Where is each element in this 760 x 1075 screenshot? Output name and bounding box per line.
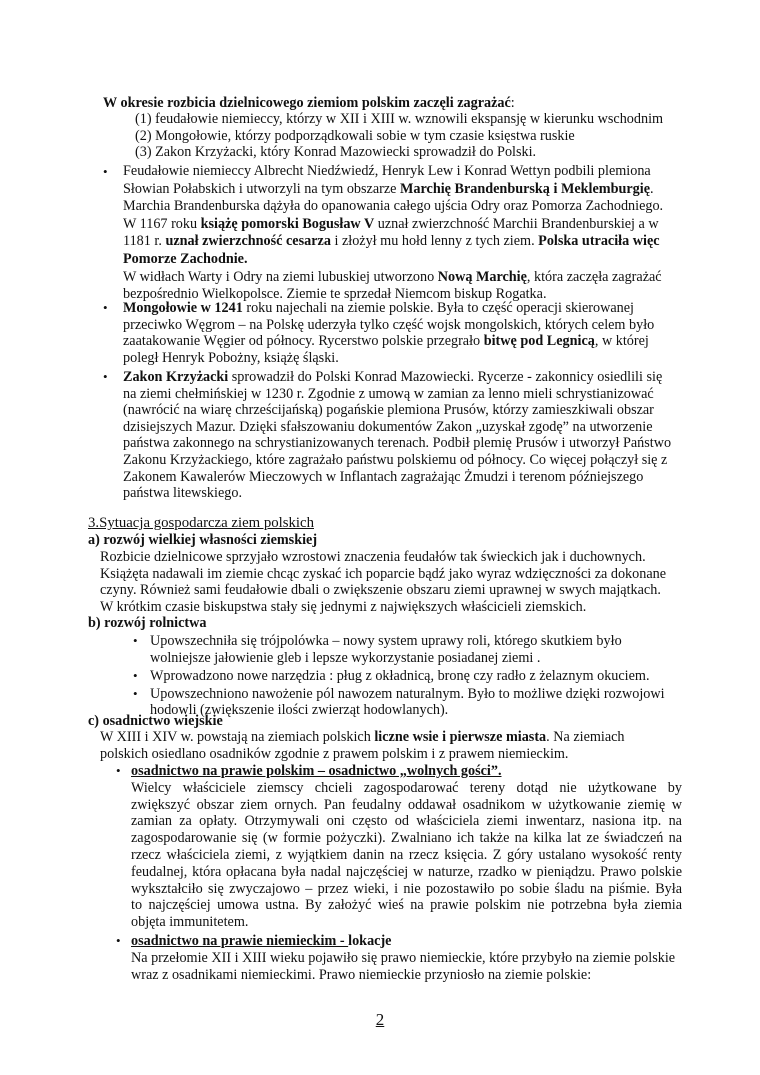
text-line bbox=[131, 797, 682, 814]
text-segment: (3) Zakon Krzyżacki, który Konrad Mazowiecki sprowadził do Polski. bbox=[135, 144, 537, 160]
text-line bbox=[100, 746, 625, 763]
text-line bbox=[123, 386, 683, 403]
text-line bbox=[123, 269, 683, 287]
text-line bbox=[150, 668, 680, 685]
bold-text: W okresie rozbicia dzielnicowego ziemiom polskim zaczęli zagrażać bbox=[103, 95, 511, 111]
bold-text: c) osadnictwo wiejskie bbox=[88, 713, 223, 729]
text-line bbox=[123, 317, 683, 334]
text-line bbox=[150, 702, 680, 719]
text-line bbox=[150, 686, 680, 703]
bullet-zakon bbox=[103, 369, 683, 502]
bold-text: Nową Marchię bbox=[437, 268, 527, 285]
text-segment: Słowian Połabskich i utworzyli na tym obszarze bbox=[123, 180, 400, 197]
text-line bbox=[100, 599, 666, 616]
bullet-german-law bbox=[116, 933, 682, 983]
bullet-heading bbox=[131, 763, 682, 780]
text-segment: , która zaczęła zagrażać bbox=[526, 268, 662, 285]
text-line bbox=[123, 300, 683, 317]
bold-text: osadnictwo na prawie niemieckim - bbox=[131, 933, 349, 949]
text-line bbox=[123, 163, 683, 181]
text-line bbox=[123, 402, 683, 419]
text-segment: to najczęściej umowa ustna. By założyć wieś na prawie polskim nie potrzebna była ziemia bbox=[131, 897, 682, 914]
text-line bbox=[131, 881, 682, 898]
text-segment: (2) Mongołowie, którzy podporządkowali sobie w tym czasie księstwa ruskie bbox=[135, 127, 575, 144]
bullet-icon: • bbox=[103, 300, 108, 315]
bold-text: Marchię Brandenburską i Meklemburgię bbox=[400, 180, 650, 197]
text-segment: W XIII i XIV w. powstają na ziemiach polskich bbox=[100, 729, 375, 745]
text-segment: na ziemi chełmińskiej w 1230 r. Zgodnie z umową w zamian za lenno mieli schrystianizować bbox=[123, 385, 654, 402]
bullet-icon: • bbox=[116, 763, 121, 778]
bullet-feudal bbox=[103, 163, 683, 304]
text-segment: poległ Henryk Pobożny, książę śląski. bbox=[123, 350, 339, 367]
text-line bbox=[135, 144, 663, 161]
bullet-polish-law bbox=[116, 763, 682, 931]
text-segment: przeciwko Węgrom – na Polskę uderzyła tylko część wojsk mongolskich, których celem było bbox=[123, 316, 655, 333]
bullet-mongol bbox=[103, 300, 683, 367]
text-line bbox=[123, 419, 683, 436]
text-segment: polskich osiedlano osadników zgodnie z prawem polskim i z prawem niemieckim. bbox=[100, 745, 569, 762]
text-line bbox=[123, 251, 683, 269]
text-segment: dzisiejszych Mazur. Dzięki sfałszowaniu dokumentów Zakon „uzyskał zgodę” na utworzenie bbox=[123, 418, 653, 435]
text-line bbox=[100, 549, 666, 566]
bullet-icon: • bbox=[103, 369, 108, 384]
text-segment: 3.Sytuacja gospodarcza ziem polskich bbox=[88, 515, 314, 531]
text-line bbox=[123, 469, 683, 486]
text-line bbox=[131, 914, 682, 931]
text-line bbox=[135, 111, 663, 128]
text-line bbox=[131, 897, 682, 914]
text-segment: Zakonem Kawalerów Mieczowych w Inflantach zagrażając Żmudzi i terenom późniejszego bbox=[123, 468, 644, 485]
text-line bbox=[123, 333, 683, 350]
text-line bbox=[131, 780, 682, 797]
bullet-icon: • bbox=[133, 685, 138, 701]
text-segment: Wprowadzono nowe narzędzia : pług z okładnicą, bronę czy radło z żelaznym okuciem. bbox=[150, 667, 650, 684]
text-segment: wykształciło się zwyczajowo – przez wieki, i nie pozostawiło po sobie śladu na piśmie. Była bbox=[131, 880, 682, 897]
text-segment: Zakonu Krzyżackiego, które zagrażało państwu polskiemu od północy. Co więcej połączył się z bbox=[123, 451, 668, 468]
bullets-b bbox=[133, 633, 680, 719]
text-line bbox=[123, 233, 683, 251]
intro-heading bbox=[103, 95, 515, 112]
text-segment: czyny. Również sami feudałowie dbali o zwiększenie obszaru ziemi uprawnej w swych majątkach. bbox=[100, 582, 661, 599]
text-segment: Marchia Brandenburska dążyła do opanowania całego ujścia Odry oraz Pomorza Zachodniego. bbox=[123, 198, 664, 215]
text-line bbox=[88, 615, 206, 632]
bullet-heading bbox=[131, 933, 682, 950]
text-line bbox=[131, 967, 682, 984]
text-segment: Rozbicie dzielnicowe sprzyjało wzrostowi znaczenia feudałów tak świeckich jak i duchownych. bbox=[100, 549, 646, 565]
text-segment: W widłach Warty i Odry na ziemi lubuskiej utworzono bbox=[123, 268, 438, 285]
text-segment: Upowszechniono nawożenie pól nawozem naturalnym. Było to możliwe dzięki rozwojowi bbox=[150, 685, 665, 702]
text-segment: państwa litewskiego. bbox=[123, 485, 242, 502]
text-segment: zagospodarowanie się (w formie pożyczki). Zwalniano ich także na kilka lat ze świadczeń na bbox=[131, 830, 682, 847]
text-segment: W 1167 roku bbox=[123, 215, 201, 232]
text-line bbox=[131, 847, 682, 864]
text-line bbox=[135, 128, 663, 145]
bold-text: osadnictwo na prawie polskim – osadnictwo „wolnych gości”. bbox=[131, 763, 502, 779]
text-segment: , w której bbox=[594, 333, 649, 350]
subheading-c bbox=[88, 713, 223, 730]
text-segment: rzecz właściciela ziemi, z wyjątkiem danin na rzecz księcia. Z góry ustalano wysokość renty bbox=[131, 846, 682, 863]
text-segment: Upowszechniła się trójpolówka – nowy system uprawy roli, którego skutkiem było bbox=[150, 633, 622, 649]
text-segment: (nawrócić na wiarę chrześcijańską) pogańskie plemiona Prusów, którzy zamieszkiwali obszar bbox=[123, 402, 654, 419]
text-segment: : bbox=[510, 95, 515, 111]
paragraph-c bbox=[100, 729, 625, 762]
bold-text: b) rozwój rolnictwa bbox=[88, 615, 207, 631]
bold-text: liczne wsie i pierwsze miasta bbox=[374, 729, 547, 745]
subheading-b bbox=[88, 615, 206, 632]
text-line bbox=[100, 566, 666, 583]
text-segment: wraz z osadnikami niemieckimi. Prawo niemieckie przyniosło na ziemie polskie: bbox=[131, 966, 592, 983]
bold-text: Polska utraciła więc bbox=[538, 233, 660, 250]
text-line bbox=[103, 95, 515, 112]
text-segment: zaatakowanie Węgier od północy. Rycerstwo polskie przegrało bbox=[123, 333, 484, 350]
text-line bbox=[131, 830, 682, 847]
bold-text: Zakon Krzyżacki bbox=[123, 369, 229, 385]
text-segment: W krótkim czasie biskupstwa stały się jednymi z największych właścicieli ziemskich. bbox=[100, 599, 587, 616]
bullet-icon: • bbox=[133, 667, 138, 683]
page-number: 2 bbox=[375, 1010, 385, 1029]
bold-text: Mongołowie w 1241 bbox=[123, 300, 243, 316]
text-segment: . Na ziemiach bbox=[546, 729, 625, 745]
text-line bbox=[100, 582, 666, 599]
text-segment: zwiększyć obszar ziem ornych. Pan feudalny oddawał osadnikom w użytkowanie ziemię w bbox=[131, 796, 682, 813]
text-line bbox=[123, 435, 683, 452]
text-segment: . bbox=[650, 180, 654, 197]
text-line bbox=[150, 633, 680, 650]
bold-text: a) rozwój wielkiej własności ziemskiej bbox=[88, 532, 318, 548]
text-segment: (1) feudałowie niemieccy, którzy w XII i XIII w. wznowili ekspansję w kierunku wschodnim bbox=[135, 111, 664, 127]
text-segment: uznał zwierzchność Marchii Brandenburskiej a w bbox=[374, 215, 659, 232]
text-segment: zamian za opłaty. Otrzymywali oni często od właściciela ziemi inwentarz, nasiona itp. na bbox=[131, 813, 682, 830]
text-segment: wolniejsze jałowienie gleb i lepsze wykorzystanie posiadanej ziemi . bbox=[150, 649, 541, 666]
text-line bbox=[131, 950, 682, 967]
text-segment: Na przełomie XII i XIII wieku pojawiło się prawo niemieckie, które przybyło na ziemie polskie bbox=[131, 949, 676, 966]
bullet-icon: • bbox=[103, 164, 108, 179]
text-line bbox=[123, 452, 683, 469]
threats-list bbox=[135, 111, 663, 161]
bullet-icon: • bbox=[133, 633, 138, 648]
text-segment: 1181 r. bbox=[123, 233, 166, 250]
text-line bbox=[123, 198, 683, 216]
bullet-icon: • bbox=[116, 933, 121, 948]
bold-text: bitwę pod Legnicą bbox=[483, 333, 595, 350]
text-segment: objęta immunitetem. bbox=[131, 914, 249, 931]
text-line bbox=[88, 532, 317, 549]
text-line bbox=[88, 515, 314, 532]
text-line bbox=[131, 813, 682, 830]
text-segment: Książęta nadawali im ziemie chcąc zyskać ich poparcie bądź jako wyraz wdzięczności za dokonane bbox=[100, 565, 667, 582]
text-line bbox=[123, 369, 683, 386]
text-segment: Feudałowie niemieccy Albrecht Niedźwiedź, Henryk Lew i Konrad Wettyn podbili plemiona bbox=[123, 163, 651, 179]
text-segment: Wielcy właściciele ziemscy chcieli zagospodarować tereny dotąd nie użytkowane by bbox=[131, 779, 682, 796]
bold-text: Pomorze Zachodnie. bbox=[123, 250, 248, 267]
text-line bbox=[131, 933, 682, 950]
bold-text: uznał zwierzchność cesarza bbox=[165, 233, 331, 250]
text-segment: sprowadził do Polski Konrad Mazowiecki. Rycerze - zakonnicy osiedlili się bbox=[228, 369, 663, 385]
text-line bbox=[123, 181, 683, 199]
text-segment: i złożył mu hołd lenny z tych ziem. bbox=[330, 233, 539, 250]
subheading-a bbox=[88, 532, 317, 549]
text-segment: feudalnej, która opłacana była nadal najczęściej w naturze, rzadko w pieniądzu. Prawo polskie bbox=[131, 863, 682, 880]
text-line bbox=[150, 650, 680, 667]
text-segment: hodowli (zwiększenie ilości zwierząt hodowlanych). bbox=[150, 702, 449, 719]
text-line bbox=[88, 713, 223, 730]
bold-text: lokacje bbox=[348, 933, 392, 949]
text-segment: państwa zakonnego na schrystianizowanych terenach. Podbił plemię Prusów i utworzył Państwo bbox=[123, 435, 672, 452]
text-line bbox=[123, 485, 683, 502]
bold-text: książę pomorski Bogusław V bbox=[200, 215, 375, 232]
paragraph-a bbox=[100, 549, 666, 616]
text-segment: roku najechali na ziemie polskie. Była to część operacji skierowanej bbox=[242, 300, 634, 316]
text-line bbox=[100, 729, 625, 746]
text-line bbox=[123, 350, 683, 367]
text-line bbox=[131, 763, 682, 780]
text-line bbox=[123, 216, 683, 234]
text-segment: bezpośrednio Wielkopolsce. Ziemie te sprzedał Niemcom biskup Rogatka. bbox=[123, 286, 547, 303]
text-line bbox=[131, 864, 682, 881]
section-title bbox=[88, 515, 314, 532]
